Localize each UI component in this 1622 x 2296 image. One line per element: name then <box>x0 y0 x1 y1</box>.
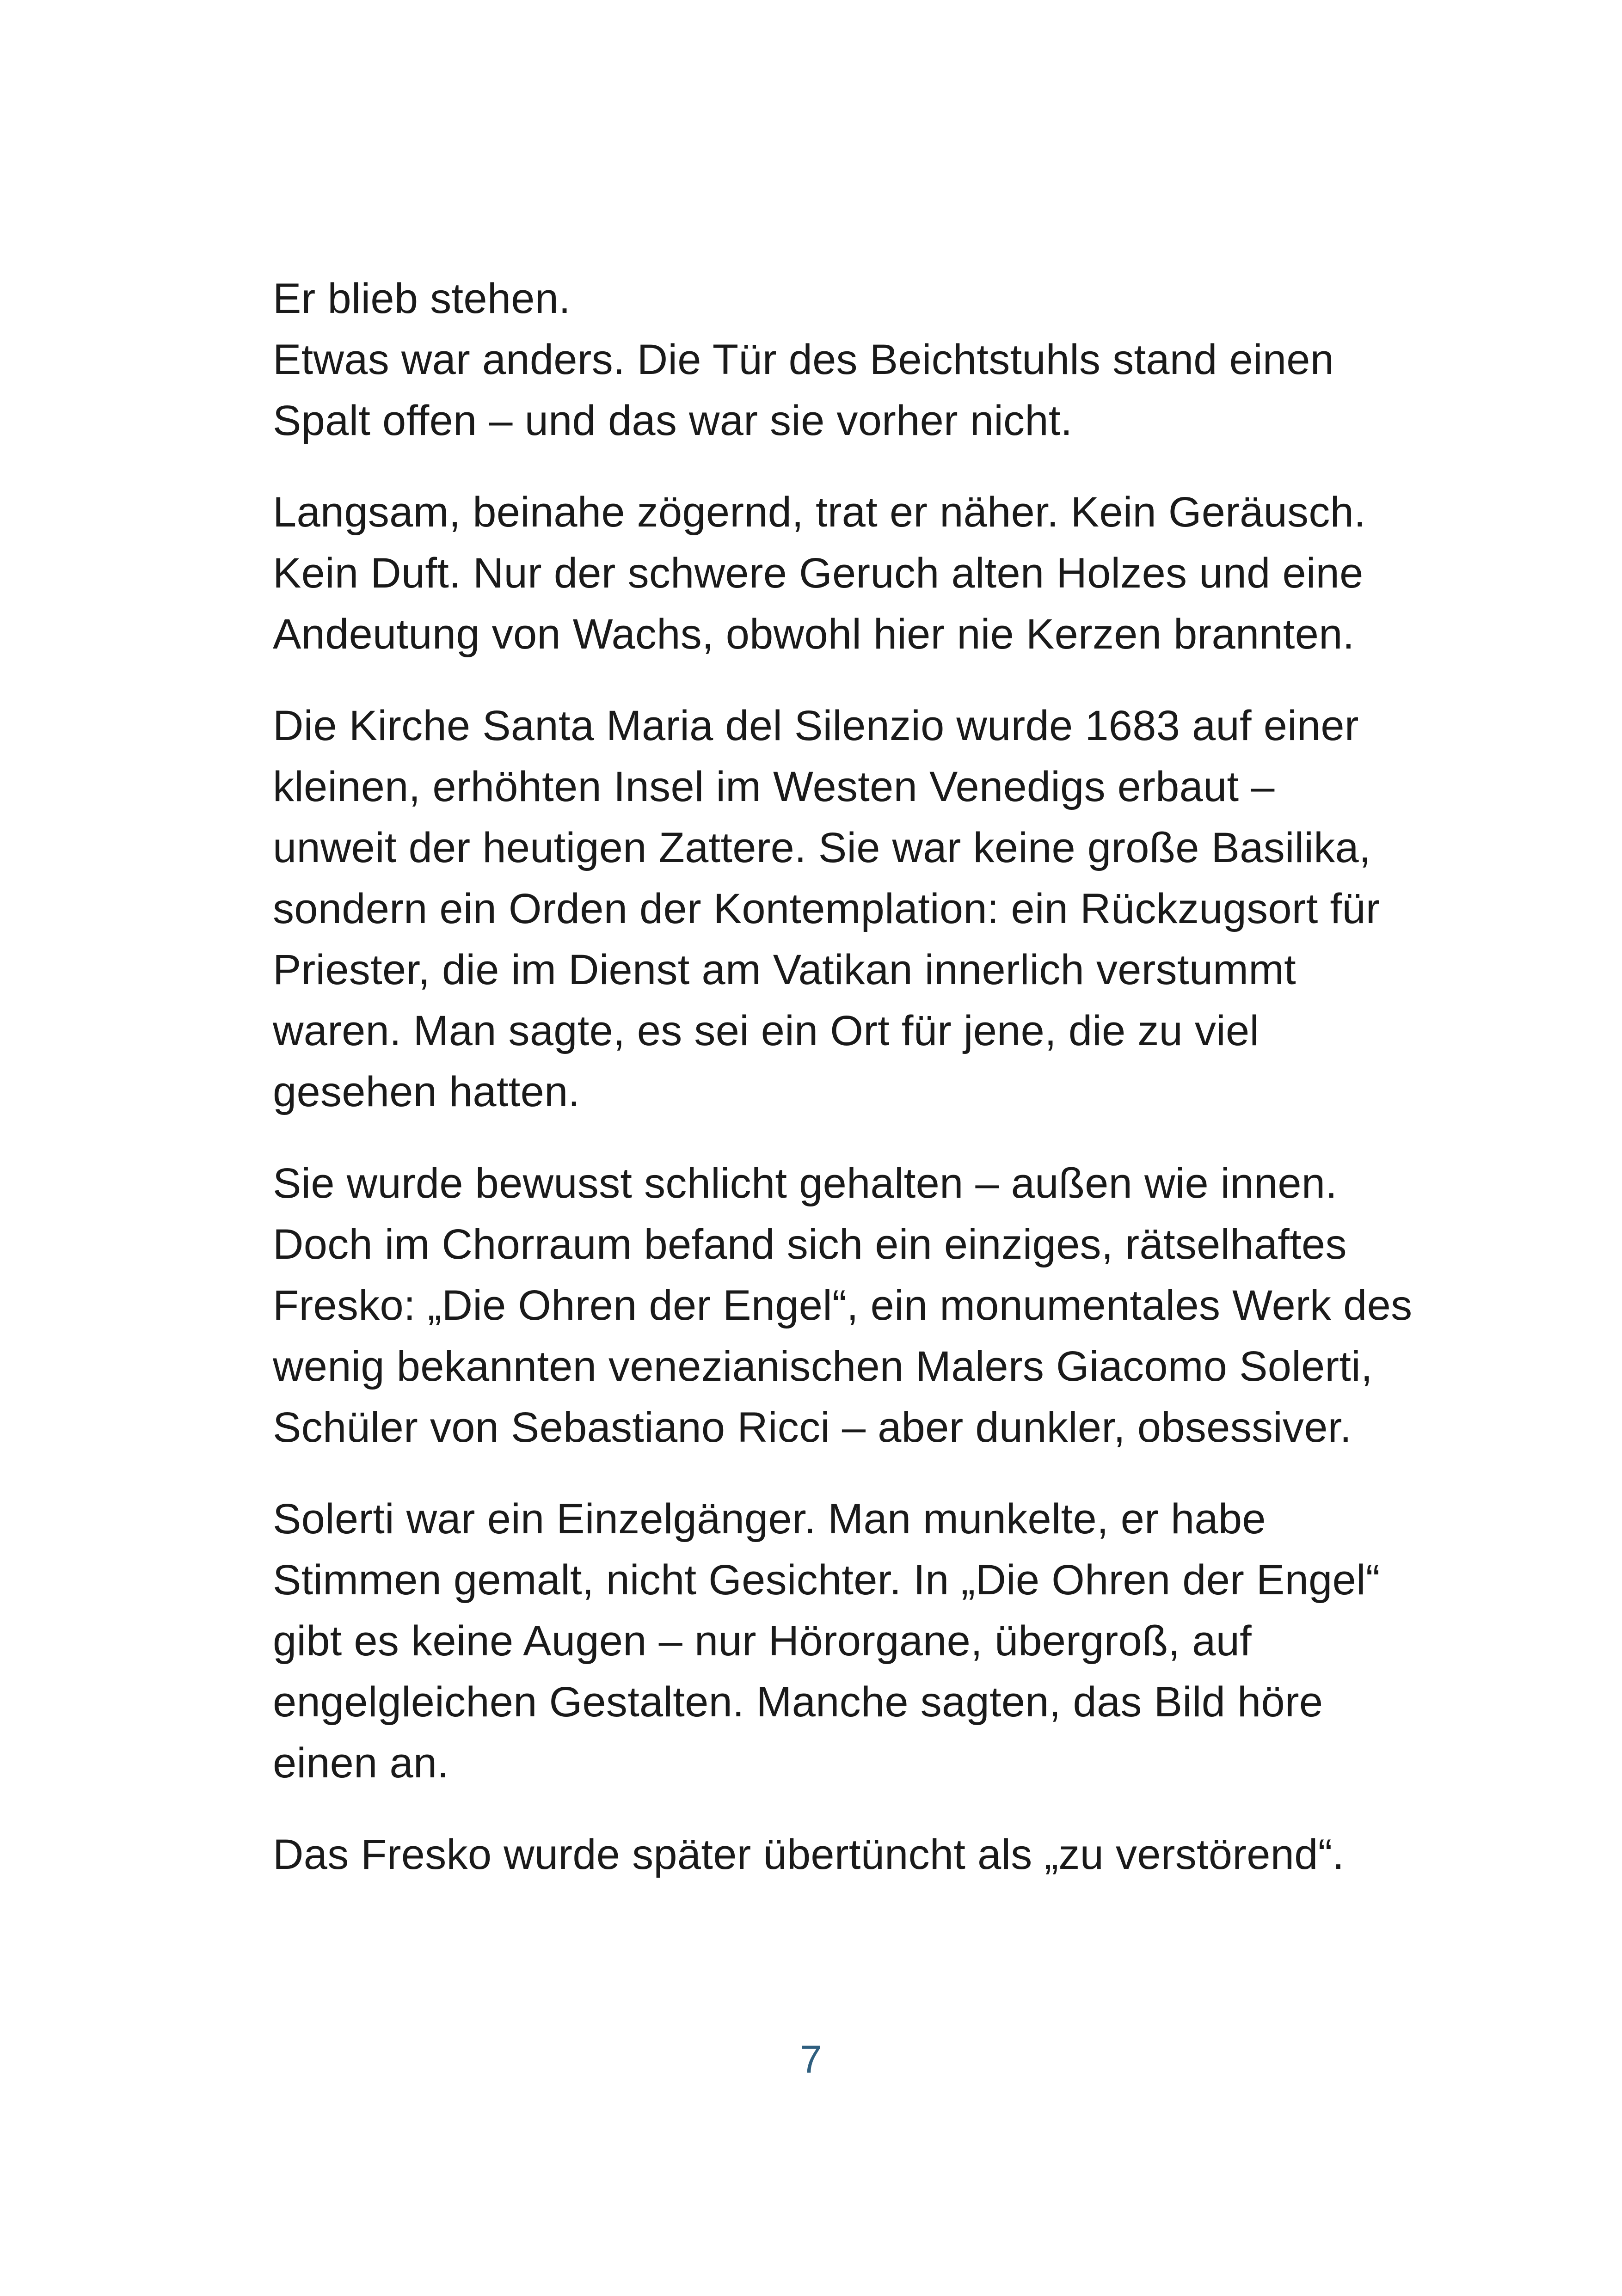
paragraph-4 <box>273 1153 1419 1458</box>
text-line: Spalt offen – und das war sie vorher nicht. <box>273 397 1073 444</box>
text-line: unweit der heutigen Zattere. Sie war keine große Basilika, <box>273 824 1371 871</box>
text-line: Kein Duft. Nur der schwere Geruch alten Holzes und eine <box>273 550 1364 597</box>
text-line: gesehen hatten. <box>273 1068 580 1115</box>
text-line: Schüler von Sebastiano Ricci – aber dunkler, obsessiver. <box>273 1404 1352 1451</box>
page-number: 7 <box>800 2038 822 2081</box>
text-line: Stimmen gemalt, nicht Gesichter. In „Die Ohren der Engel“ <box>273 1556 1380 1604</box>
text-line: gibt es keine Augen – nur Hörorgane, übergroß, auf <box>273 1617 1252 1665</box>
paragraph-6 <box>273 1824 1419 1885</box>
text-line: wenig bekannten venezianischen Malers Giacomo Solerti, <box>273 1343 1373 1390</box>
text-line: Sie wurde bewusst schlicht gehalten – außen wie innen. <box>273 1160 1338 1207</box>
text-line: Andeutung von Wachs, obwohl hier nie Kerzen brannten. <box>273 611 1355 658</box>
text-line: Etwas war anders. Die Tür des Beichtstuhls stand einen <box>273 336 1334 383</box>
text-line: sondern ein Orden der Kontemplation: ein Rückzugsort für <box>273 885 1380 932</box>
text-line: engelgleichen Gestalten. Manche sagten, das Bild höre <box>273 1678 1323 1726</box>
text-line: kleinen, erhöhten Insel im Westen Venedigs erbaut – <box>273 763 1275 810</box>
text-line: Solerti war ein Einzelgänger. Man munkelte, er habe <box>273 1495 1266 1543</box>
text-line: Doch im Chorraum befand sich ein einziges, rätselhaftes <box>273 1221 1347 1268</box>
text-line: Er blieb stehen. <box>273 275 571 322</box>
text-line: Priester, die im Dienst am Vatikan innerlich verstummt <box>273 946 1296 993</box>
paragraph-2 <box>273 482 1419 665</box>
text-line: waren. Man sagte, es sei ein Ort für jene, die zu viel <box>273 1007 1260 1054</box>
body-text <box>273 268 1419 1916</box>
paragraph-5 <box>273 1488 1419 1794</box>
text-line: Langsam, beinahe zögernd, trat er näher. Kein Geräusch. <box>273 489 1366 536</box>
paragraph-3 <box>273 695 1419 1122</box>
text-line: Fresko: „Die Ohren der Engel“, ein monumentales Werk des <box>273 1282 1413 1329</box>
text-line: Das Fresko wurde später übertüncht als „zu verstörend“. <box>273 1831 1345 1878</box>
text-line: einen an. <box>273 1739 449 1787</box>
paragraph-1 <box>273 268 1419 451</box>
text-line: Die Kirche Santa Maria del Silenzio wurde 1683 auf einer <box>273 702 1359 749</box>
